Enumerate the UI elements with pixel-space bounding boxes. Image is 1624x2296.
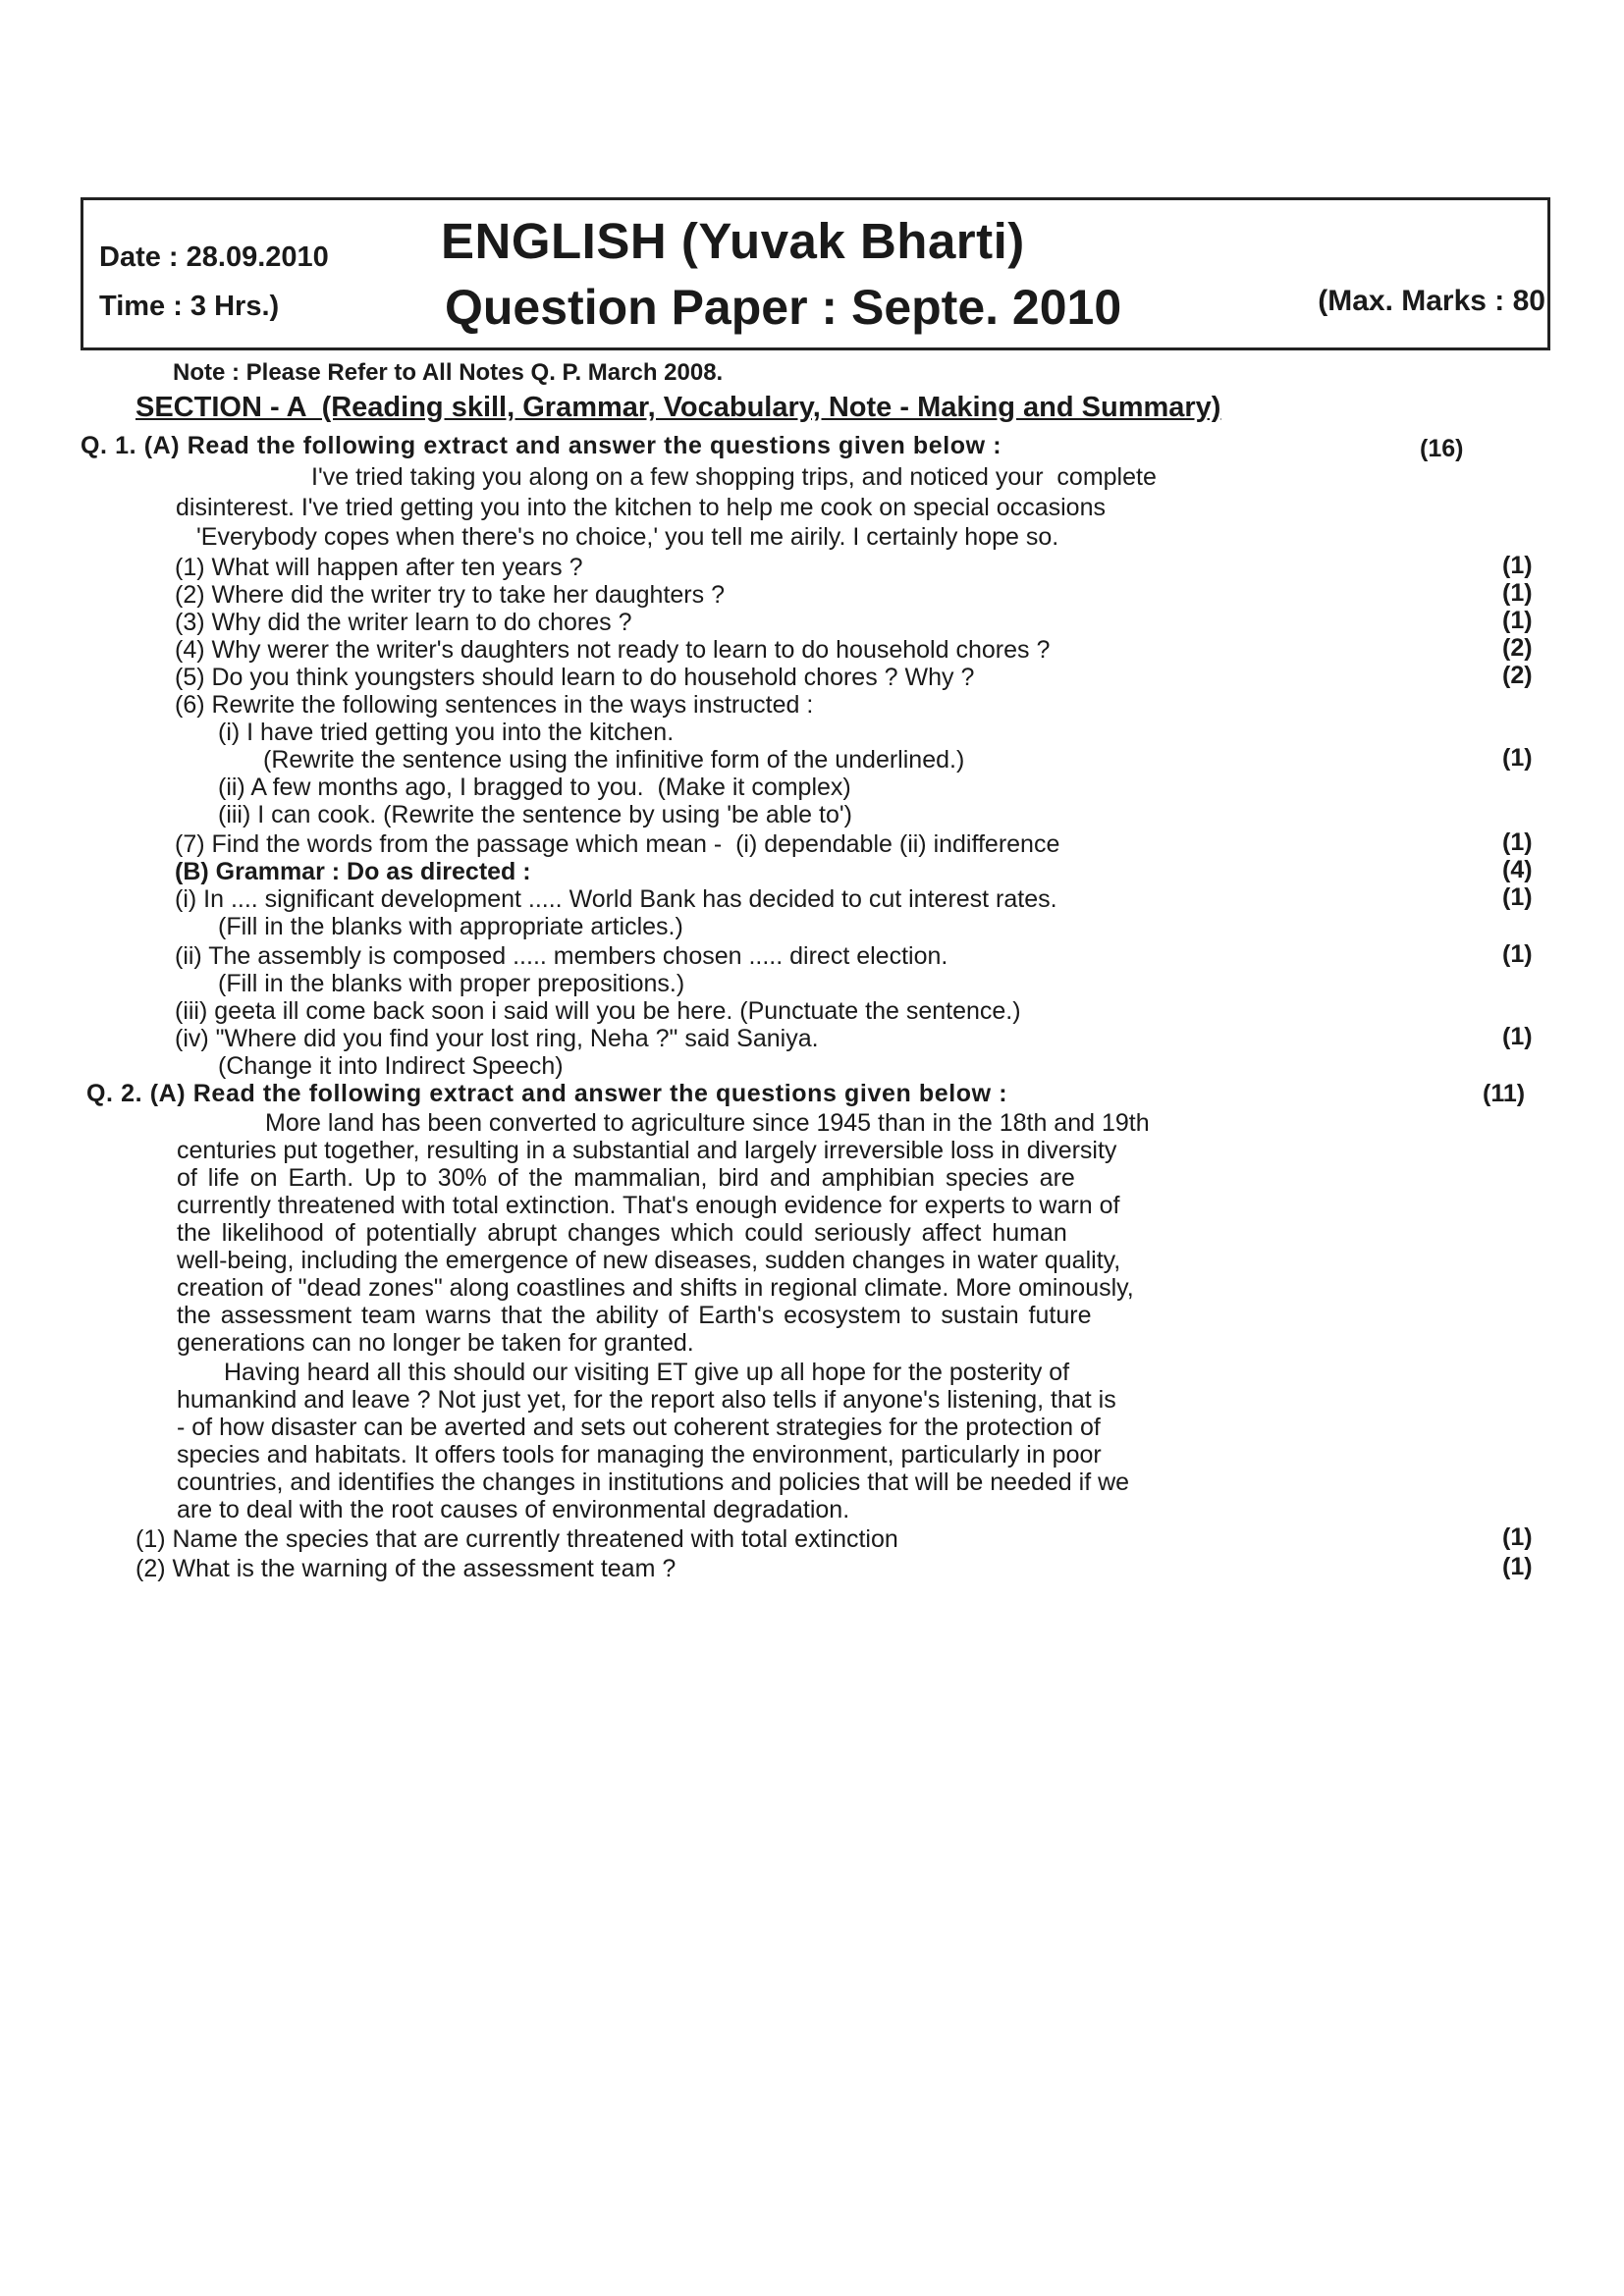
grammar-instruction: (Fill in the blanks with proper prepositions.)	[218, 970, 685, 997]
grammar-instruction: (Change it into Indirect Speech)	[218, 1052, 564, 1080]
q2-extract-line: countries, and identifies the changes in institutions and policies that will be needed if we	[177, 1468, 1130, 1496]
grammar-item: (i) In .... significant development ..... World Bank has decided to cut interest rates.	[175, 885, 1057, 913]
q2-heading-marks: (11)	[1483, 1080, 1526, 1107]
header-box	[81, 197, 1550, 350]
q1-question: (6) Rewrite the following sentences in the ways instructed :	[175, 691, 814, 719]
q1-question-marks: (1)	[1502, 579, 1533, 607]
max-marks: (Max. Marks : 80	[1318, 285, 1545, 317]
exam-time: Time : 3 Hrs.)	[99, 291, 280, 322]
q1-heading-marks: (16)	[1420, 435, 1464, 462]
grammar-item: (iii) geeta ill come back soon i said will you be here. (Punctuate the sentence.)	[175, 997, 1021, 1025]
q2-heading: Q. 2. (A) Read the following extract and answer the questions given below :	[86, 1080, 1008, 1107]
q6-sub-item: (i) I have tried getting you into the kitchen.	[218, 719, 675, 746]
grammar-item-marks: (1)	[1502, 1023, 1533, 1050]
q2-extract-line: Having heard all this should our visiting ET give up all hope for the posterity of	[224, 1359, 1070, 1386]
q2-extract-line: of life on Earth. Up to 30% of the mammalian, bird and amphibian species are	[177, 1164, 1075, 1192]
q1-extract-line: disinterest. I've tried getting you into the kitchen to help me cook on special occasions	[176, 494, 1106, 521]
q1-question: (1) What will happen after ten years ?	[175, 554, 583, 581]
q2-question-marks: (1)	[1502, 1553, 1533, 1580]
q2-question: (2) What is the warning of the assessment team ?	[135, 1555, 677, 1582]
q2-extract-line: are to deal with the root causes of environmental degradation.	[177, 1496, 850, 1523]
q2-extract-line: the assessment team warns that the ability of Earth's ecosystem to sustain future	[177, 1302, 1092, 1329]
q2-extract-line: humankind and leave ? Not just yet, for the report also tells if anyone's listening, that is	[177, 1386, 1116, 1414]
q1-extract-line: 'Everybody copes when there's no choice,' you tell me airily. I certainly hope so.	[196, 523, 1059, 551]
grammar-heading-marks: (4)	[1502, 856, 1533, 883]
grammar-heading: (B) Grammar : Do as directed :	[175, 858, 531, 885]
grammar-item-marks: (1)	[1502, 940, 1533, 968]
q1-question-7-marks: (1)	[1502, 828, 1533, 856]
q6-sub-item: (Rewrite the sentence using the infinitive form of the underlined.)	[263, 746, 965, 774]
q1-question-marks: (1)	[1502, 607, 1533, 634]
q1-question: (2) Where did the writer try to take her daughters ?	[175, 581, 725, 609]
q2-extract-line: - of how disaster can be averted and sets out coherent strategies for the protection of	[177, 1414, 1101, 1441]
q2-extract-line: well-being, including the emergence of new diseases, sudden changes in water quality,	[177, 1247, 1121, 1274]
q1-question-7: (7) Find the words from the passage which mean - (i) dependable (ii) indifference	[175, 830, 1060, 858]
q1-question-marks: (1)	[1502, 552, 1533, 579]
q2-extract-line: creation of "dead zones" along coastlines and shifts in regional climate. More ominously,	[177, 1274, 1134, 1302]
q2-extract-line: generations can no longer be taken for granted.	[177, 1329, 694, 1357]
q1-question-marks: (2)	[1502, 662, 1533, 689]
q6-sub-item: (ii) A few months ago, I bragged to you. (Make it complex)	[218, 774, 851, 801]
exam-date: Date : 28.09.2010	[99, 241, 329, 273]
q2-extract-line: centuries put together, resulting in a substantial and largely irreversible loss in diversity	[177, 1137, 1117, 1164]
q1-extract-line: I've tried taking you along on a few shopping trips, and noticed your complete	[311, 463, 1157, 491]
q6-sub-item: (iii) I can cook. (Rewrite the sentence by using 'be able to')	[218, 801, 852, 828]
note-line: Note : Please Refer to All Notes Q. P. March 2008.	[173, 359, 724, 386]
q1-question: (3) Why did the writer learn to do chores ?	[175, 609, 632, 636]
section-a-heading: SECTION - A (Reading skill, Grammar, Vocabulary, Note - Making and Summary)	[135, 392, 1221, 423]
q2-extract-line: More land has been converted to agriculture since 1945 than in the 18th and 19th	[265, 1109, 1150, 1137]
q1-question: (4) Why werer the writer's daughters not ready to learn to do household chores ?	[175, 636, 1051, 664]
grammar-item: (iv) "Where did you find your lost ring, Neha ?" said Saniya.	[175, 1025, 819, 1052]
q1-question: (5) Do you think youngsters should learn to do household chores ? Why ?	[175, 664, 975, 691]
q6-sub-marks: (1)	[1502, 744, 1533, 772]
q2-question-marks: (1)	[1502, 1523, 1533, 1551]
grammar-item: (ii) The assembly is composed ..... members chosen ..... direct election.	[175, 942, 948, 970]
grammar-instruction: (Fill in the blanks with appropriate articles.)	[218, 913, 683, 940]
q2-question: (1) Name the species that are currently threatened with total extinction	[135, 1525, 898, 1553]
q2-extract-line: the likelihood of potentially abrupt changes which could seriously affect human	[177, 1219, 1067, 1247]
q1-heading: Q. 1. (A) Read the following extract and answer the questions given below :	[81, 432, 1002, 459]
paper-subtitle: Question Paper : Septe. 2010	[445, 280, 1122, 335]
q2-extract-line: species and habitats. It offers tools for managing the environment, particularly in poor	[177, 1441, 1102, 1468]
q2-extract-line: currently threatened with total extinction. That's enough evidence for experts to warn of	[177, 1192, 1120, 1219]
q1-question-marks: (2)	[1502, 634, 1533, 662]
grammar-item-marks: (1)	[1502, 883, 1533, 911]
paper-title: ENGLISH (Yuvak Bharti)	[441, 213, 1025, 269]
